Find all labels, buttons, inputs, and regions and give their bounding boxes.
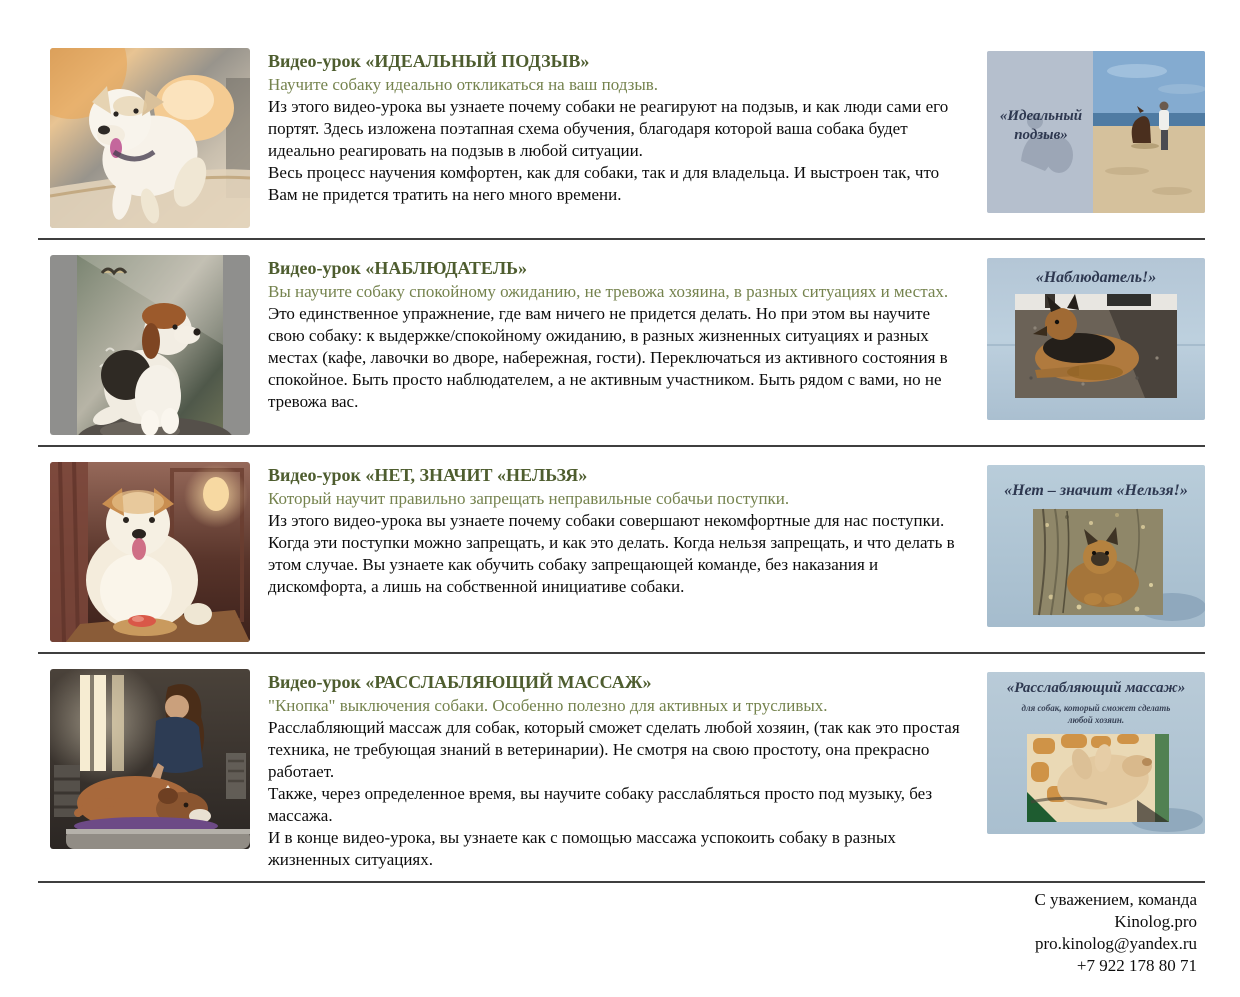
lesson-paragraph: Также, через определенное время, вы научите собаку расслабляться просто под музыку, без массажа. <box>268 784 933 825</box>
lesson-subtitle: Научите собаку идеально откликаться на ваш подзыв. <box>268 75 659 94</box>
massage-illustration <box>50 669 250 849</box>
lesson-paragraph: И в конце видео-урока, вы узнаете как с помощью массажа успокоить собаку в разных жизненных ситуациях. <box>268 828 896 869</box>
lesson-text-block <box>268 255 970 413</box>
lesson-subtitle: Вы научите собаку спокойному ожиданию, не тревожа хозяина, в разных ситуациях и местах. <box>268 282 949 301</box>
lesson-section-observer <box>38 240 1205 447</box>
photo-dog-massage <box>50 669 250 849</box>
lesson-paragraph: Весь процесс научения комфортен, как для собаки, так и для владельца. И выстроен так, что Вам не придется тратить на него много времени. <box>268 163 940 204</box>
signature-line: С уважением, команда <box>1034 890 1197 909</box>
thumb-caption: «Расслабляющий массаж» <box>1006 680 1186 696</box>
thumb-caption: «Нет – значит «Нельзя!» <box>1004 482 1188 499</box>
thumb-no-means-no <box>987 465 1205 627</box>
thumb-caption: «Наблюдатель!» <box>1035 269 1157 286</box>
signature-block <box>38 889 1205 977</box>
lesson-subtitle: Который научит правильно запрещать неправильные собачьи поступки. <box>268 489 790 508</box>
lesson-section-no-means-no <box>38 447 1205 654</box>
lesson-title: Видео-урок «НЕТ, ЗНАЧИТ «НЕЛЬЗЯ» <box>268 465 588 485</box>
lesson-text-block <box>268 48 970 206</box>
lesson-title: Видео-урок «РАССЛАБЛЯЮЩИЙ МАССАЖ» <box>268 672 652 692</box>
signature-phone: +7 922 178 80 71 <box>1076 956 1197 975</box>
lesson-title: Видео-урок «ИДЕАЛЬНЫЙ ПОДЗЫВ» <box>268 51 590 71</box>
lesson-text-block <box>268 462 970 598</box>
photo-running-dog <box>50 48 250 228</box>
photo-dog-indoor-treat <box>50 462 250 642</box>
indoor-dog-illustration <box>50 462 250 642</box>
lesson-paragraph: Расслабляющий массаж для собак, который сможет сделать любой хозяин, (так как это простая техника, не требующая знаний в ветеринарии). Не смотря на свою простоту, она прекрасно работает. <box>268 718 960 781</box>
lesson-title: Видео-урок «НАБЛЮДАТЕЛЬ» <box>268 258 528 278</box>
thumb-caption: «Идеальный подзыв» <box>999 108 1083 143</box>
thumb-ideal-recall <box>987 51 1205 213</box>
signature-team-name: Kinolog.pro <box>1114 912 1197 931</box>
lesson-section-relaxing-massage <box>38 654 1205 883</box>
thumb-relaxing-massage <box>987 672 1205 834</box>
lesson-paragraph: Это единственное упражнение, где вам ничего не придется делать. Но при этом вы научите свою собаку: к выдержке/спокойному ожиданию, в разных жизненных ситуациях и разных местах (кафе, лавочки во дворе, набережная, гости). Переключаться из активного состояния в спокойное. Быть просто наблюдателем, а не активным участником. Быть рядом с вами, но не тревожа вас. <box>268 304 948 411</box>
lesson-text-block <box>268 669 970 871</box>
signature-email: pro.kinolog@yandex.ru <box>1034 934 1197 953</box>
beagle-mountain-illustration <box>50 255 250 435</box>
lesson-paragraph: Из этого видео-урока вы узнаете почему собаки совершают некомфортные для нас поступки. Когда эти поступки можно запрещать, и как это делать. Когда нельзя запрещать, и что делать в этом случае. Вы узнаете как обучить собаку запрещающей команде, без наказания и дискомфорта, а лишь на собственной инициативе собаки. <box>268 511 955 596</box>
photo-beagle-watching <box>50 255 250 435</box>
lesson-paragraph: Из этого видео-урока вы узнаете почему собаки не реагируют на подзыв, и как люди сами его портят. Здесь изложена поэтапная схема обучения, благодаря которой ваша собака будет идеально реагировать на подзыв в любой ситуации. <box>268 97 949 160</box>
running-dog-illustration <box>50 48 250 228</box>
thumb-subcaption: для собак, который сможет сделать любой хозяин. <box>1021 703 1171 725</box>
lesson-subtitle: "Кнопка" выключения собаки. Особенно полезно для активных и трусливых. <box>268 696 828 715</box>
lesson-section-ideal-recall <box>38 48 1205 240</box>
thumb-observer <box>987 258 1205 420</box>
